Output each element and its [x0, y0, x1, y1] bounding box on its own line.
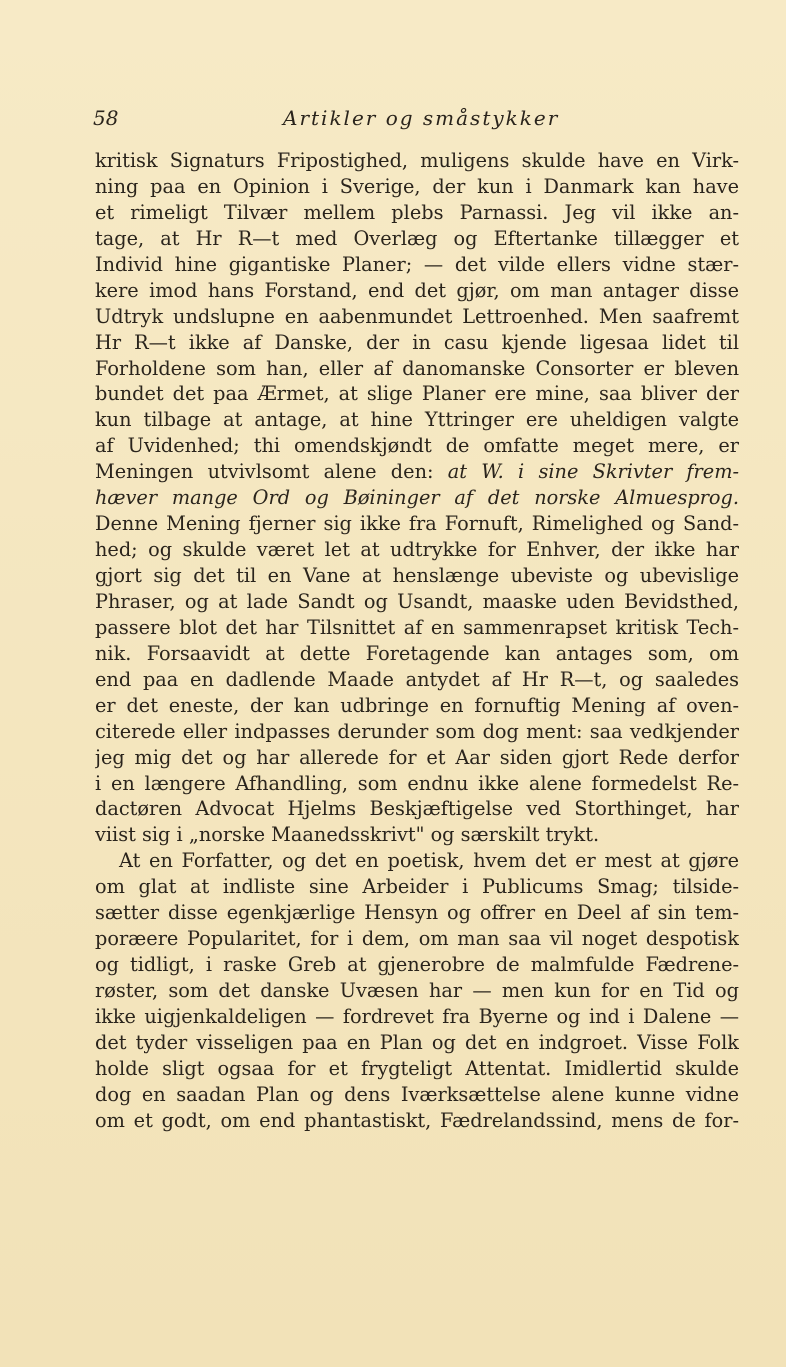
page-number: 58: [93, 106, 119, 130]
text-line: i en længere Afhandling, som endnu ikke alene formedelst Re-: [95, 771, 739, 795]
text-line: Phraser, og at lade Sandt og Usandt, maaske uden Bevidsthed,: [95, 589, 739, 613]
text-line: af Uvidenhed; thi omendskjøndt de omfatte meget mere, er: [95, 434, 739, 458]
text-line: og tidligt, i raske Greb at gjenerobre de malmfulde Fædrene-: [95, 953, 739, 977]
text-line: bundet det paa Ærmet, at slige Planer ere mine, saa bliver der: [95, 382, 739, 406]
body-text: [95, 148, 739, 1134]
text-line: kritisk Signaturs Fripostighed, muligens skulde have en Virk-: [95, 149, 739, 172]
text-line: Forholdene som han, eller af danomanske Consorter er bleven: [95, 356, 739, 380]
text-line: Udtryk undslupne en aabenmundet Lettroenhed. Men saafremt: [95, 304, 739, 328]
text-line: dactøren Advocat Hjelms Beskjæftigelse ved Storthinget, har: [95, 797, 739, 821]
text-line: end paa en dadlende Maade antydet af Hr R—t, og saaledes: [95, 667, 739, 691]
text-line: jeg mig det og har allerede for et Aar siden gjort Rede derfor: [95, 745, 739, 769]
text-line-italic: hæver mange Ord og Bøininger af det norske Almuesprog.: [95, 486, 739, 510]
text-line: det tyder visseligen paa en Plan og det en indgroet. Visse Folk: [95, 1030, 739, 1054]
text-roman: Meningen utvivlsomt alene den:: [95, 460, 448, 484]
running-head: Artikler og småstykker: [283, 106, 560, 130]
page-header: [93, 100, 743, 136]
text-line: citerede eller indpasses derunder som dog ment: saa vedkjender: [95, 719, 739, 743]
text-line: et rimeligt Tilvær mellem plebs Parnassi. Jeg vil ikke an-: [95, 200, 739, 224]
paragraph-start-line: At en Forfatter, og det en poetisk, hvem det er mest at gjøre: [119, 849, 739, 873]
text-line: ning paa en Opinion i Sverige, der kun i Danmark kan have: [95, 174, 739, 198]
text-line: hed; og skulde været let at udtrykke for Enhver, der ikke har: [95, 538, 739, 562]
text-line: om glat at indliste sine Arbeider i Publicums Smag; tilside-: [95, 875, 739, 899]
text-line: gjort sig det til en Vane at henslænge ubeviste og ubevislige: [95, 564, 739, 587]
text-line: Hr R—t ikke af Danske, der in casu kjende ligesaa lidet til: [95, 330, 739, 354]
text-line: er det eneste, der kan udbringe en fornuftig Mening af oven-: [95, 693, 739, 717]
text-line: poræere Popularitet, for i dem, om man saa vil noget despotisk: [95, 927, 739, 951]
text-line: holde sligt ogsaa for et frygteligt Attentat. Imidlertid skulde: [95, 1056, 739, 1080]
text-line: passere blot det har Tilsnittet af en sammenrapset kritisk Tech-: [95, 615, 739, 639]
text-line: Denne Mening fjerner sig ikke fra Fornuft, Rimelighed og Sand-: [95, 512, 739, 536]
text-line: Individ hine gigantiske Planer; — det vilde ellers vidne stær-: [95, 252, 739, 276]
text-line: kun tilbage at antage, at hine Yttringer ere uheldigen valgte: [95, 408, 739, 432]
text-line: sætter disse egenkjærlige Hensyn og offrer en Deel af sin tem-: [95, 901, 739, 925]
text-line: om et godt, om end phantastiskt, Fædrelandssind, mens de for-: [95, 1108, 739, 1132]
text-line: ikke uigjenkaldeligen — fordrevet fra Byerne og ind i Dalene —: [95, 1004, 739, 1028]
text-line: nik. Forsaavidt at dette Foretagende kan antages som, om: [95, 641, 739, 665]
text-italic: at W. i sine Skrivter frem-: [447, 460, 739, 484]
text-line: kere imod hans Forstand, end det gjør, om man antager disse: [95, 278, 739, 302]
text-line: [95, 459, 739, 485]
text-line: viist sig i „norske Maanedsskrivt" og særskilt trykt.: [95, 823, 600, 847]
text-line: tage, at Hr R—t med Overlæg og Eftertanke tillægger et: [95, 226, 739, 250]
text-line: røster, som det danske Uvæsen har — men kun for en Tid og: [95, 979, 739, 1002]
text-line: dog en saadan Plan og dens Iværksættelse alene kunne vidne: [95, 1082, 739, 1106]
